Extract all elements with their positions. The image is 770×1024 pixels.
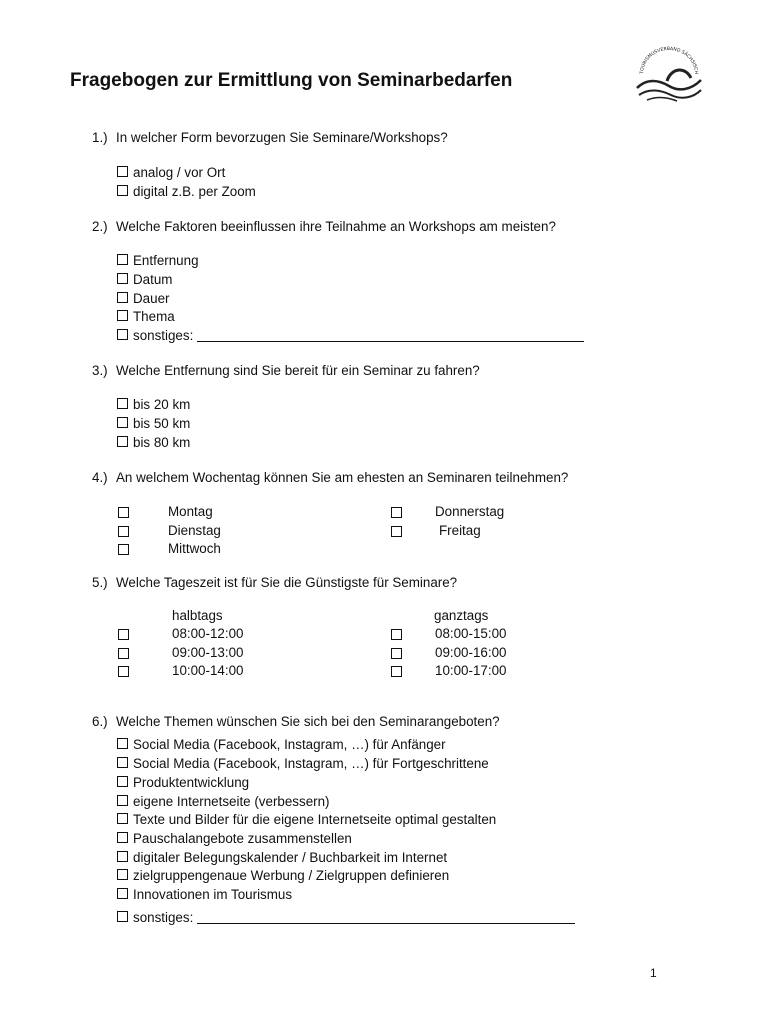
- page-title: Fragebogen zur Ermittlung von Seminarbedarfen: [70, 70, 513, 91]
- option-innovationen[interactable]: [117, 887, 292, 902]
- option-thema[interactable]: [117, 309, 175, 324]
- checkbox[interactable]: [117, 888, 128, 899]
- option-label: bis 50 km: [133, 416, 191, 431]
- option-half-3: 10:00-14:00: [172, 663, 244, 678]
- option-montag: Montag: [168, 504, 213, 519]
- option-20km[interactable]: [117, 397, 190, 412]
- checkbox[interactable]: [117, 851, 128, 862]
- option-label: Produktentwicklung: [133, 775, 250, 790]
- question-text: Welche Entfernung sind Sie bereit für ein Seminar zu fahren?: [116, 363, 480, 378]
- option-label: Innovationen im Tourismus: [133, 887, 293, 902]
- checkbox[interactable]: [117, 310, 128, 321]
- question-number: 5.): [92, 575, 108, 590]
- checkbox[interactable]: [117, 273, 128, 284]
- option-datum[interactable]: [117, 272, 172, 287]
- option-digital[interactable]: [117, 184, 256, 199]
- option-label: Social Media (Facebook, Instagram, …) für Anfänger: [133, 737, 446, 752]
- option-label: Social Media (Facebook, Instagram, …) für Fortgeschrittene: [133, 756, 489, 771]
- checkbox[interactable]: [117, 166, 128, 177]
- option-label: Thema: [133, 309, 175, 324]
- question-6: [92, 714, 500, 729]
- option-label: zielgruppengenaue Werbung / Zielgruppen definieren: [133, 868, 450, 883]
- option-label: digitaler Belegungskalender / Buchbarkeit im Internet: [133, 850, 448, 865]
- checkbox-dienstag[interactable]: [118, 526, 129, 537]
- checkbox[interactable]: [117, 757, 128, 768]
- checkbox-half-1[interactable]: [118, 629, 129, 640]
- option-80km[interactable]: [117, 435, 190, 450]
- checkbox[interactable]: [117, 813, 128, 824]
- question-number: 1.): [92, 130, 108, 145]
- question-text: Welche Tageszeit ist für Sie die Günstigste für Seminare?: [116, 575, 458, 590]
- checkbox[interactable]: [117, 292, 128, 303]
- option-full-1: 08:00-15:00: [435, 626, 507, 641]
- fill-in-line[interactable]: [197, 911, 575, 924]
- option-label: eigene Internetseite (verbessern): [133, 794, 330, 809]
- option-label: analog / vor Ort: [133, 165, 226, 180]
- checkbox-half-3[interactable]: [118, 666, 129, 677]
- page-number: 1: [650, 966, 657, 980]
- checkbox-donnerstag[interactable]: [391, 507, 402, 518]
- logo-caption: TOURISMUSVERBAND SÄCHSISCH: [639, 46, 699, 75]
- fill-in-line[interactable]: [197, 329, 584, 342]
- checkbox[interactable]: [117, 795, 128, 806]
- option-social-media-advanced[interactable]: [117, 756, 489, 771]
- checkbox[interactable]: [117, 185, 128, 196]
- option-social-media-beginner[interactable]: [117, 737, 446, 752]
- question-1: [92, 130, 448, 145]
- option-dienstag: Dienstag: [168, 523, 221, 538]
- option-zielgruppen[interactable]: [117, 868, 449, 883]
- checkbox[interactable]: [117, 436, 128, 447]
- option-donnerstag: Donnerstag: [435, 504, 505, 519]
- checkbox-full-3[interactable]: [391, 666, 402, 677]
- question-number: 4.): [92, 470, 108, 485]
- option-label: sonstiges:: [133, 910, 194, 925]
- option-dauer[interactable]: [117, 291, 169, 306]
- question-3: [92, 363, 480, 378]
- option-sonstiges[interactable]: [117, 328, 584, 343]
- question-number: 2.): [92, 219, 108, 234]
- option-analog[interactable]: [117, 165, 225, 180]
- column-header-halbtags: halbtags: [172, 608, 223, 623]
- checkbox[interactable]: [117, 398, 128, 409]
- question-number: 6.): [92, 714, 108, 729]
- checkbox[interactable]: [117, 776, 128, 787]
- option-freitag: Freitag: [439, 523, 481, 538]
- svg-text:TOURISMUSVERBAND SÄCHSISCH-ANH: [633, 44, 699, 75]
- option-label: digital z.B. per Zoom: [133, 184, 256, 199]
- option-label: Dauer: [133, 291, 170, 306]
- checkbox[interactable]: [117, 329, 128, 340]
- option-internetseite[interactable]: [117, 794, 330, 809]
- checkbox-mittwoch[interactable]: [118, 544, 129, 555]
- option-label: bis 80 km: [133, 435, 191, 450]
- option-entfernung[interactable]: [117, 253, 199, 268]
- option-label: sonstiges:: [133, 328, 194, 343]
- checkbox[interactable]: [117, 738, 128, 749]
- option-half-2: 09:00-13:00: [172, 645, 244, 660]
- checkbox-freitag[interactable]: [391, 526, 402, 537]
- column-header-ganztags: ganztags: [434, 608, 489, 623]
- option-full-2: 09:00-16:00: [435, 645, 507, 660]
- checkbox-montag[interactable]: [118, 507, 129, 518]
- checkbox-half-2[interactable]: [118, 648, 129, 659]
- question-5: [92, 575, 457, 590]
- checkbox[interactable]: [117, 832, 128, 843]
- option-produktentwicklung[interactable]: [117, 775, 249, 790]
- question-2: [92, 219, 556, 234]
- option-pauschalangebote[interactable]: [117, 831, 352, 846]
- question-number: 3.): [92, 363, 108, 378]
- checkbox-full-2[interactable]: [391, 648, 402, 659]
- question-text: An welchem Wochentag können Sie am ehesten an Seminaren teilnehmen?: [116, 470, 569, 485]
- option-50km[interactable]: [117, 416, 190, 431]
- checkbox-full-1[interactable]: [391, 629, 402, 640]
- checkbox[interactable]: [117, 869, 128, 880]
- option-mittwoch: Mittwoch: [168, 541, 221, 556]
- option-label: Entfernung: [133, 253, 199, 268]
- option-full-3: 10:00-17:00: [435, 663, 507, 678]
- option-label: Texte und Bilder für die eigene Internetseite optimal gestalten: [133, 812, 497, 827]
- question-text: In welcher Form bevorzugen Sie Seminare/Workshops?: [116, 130, 448, 145]
- option-label: Datum: [133, 272, 173, 287]
- question-4: [92, 470, 568, 485]
- checkbox[interactable]: [117, 911, 128, 922]
- option-label: Pauschalangebote zusammenstellen: [133, 831, 352, 846]
- option-sonstiges-themen[interactable]: [117, 910, 575, 925]
- option-half-1: 08:00-12:00: [172, 626, 244, 641]
- tourism-association-logo: [633, 44, 705, 104]
- question-text: Welche Faktoren beeinflussen ihre Teilnahme an Workshops am meisten?: [116, 219, 556, 234]
- checkbox[interactable]: [117, 417, 128, 428]
- option-label: bis 20 km: [133, 397, 191, 412]
- option-belegungskalender[interactable]: [117, 850, 447, 865]
- option-texte-bilder[interactable]: [117, 812, 496, 827]
- checkbox[interactable]: [117, 254, 128, 265]
- question-text: Welche Themen wünschen Sie sich bei den Seminarangeboten?: [116, 714, 500, 729]
